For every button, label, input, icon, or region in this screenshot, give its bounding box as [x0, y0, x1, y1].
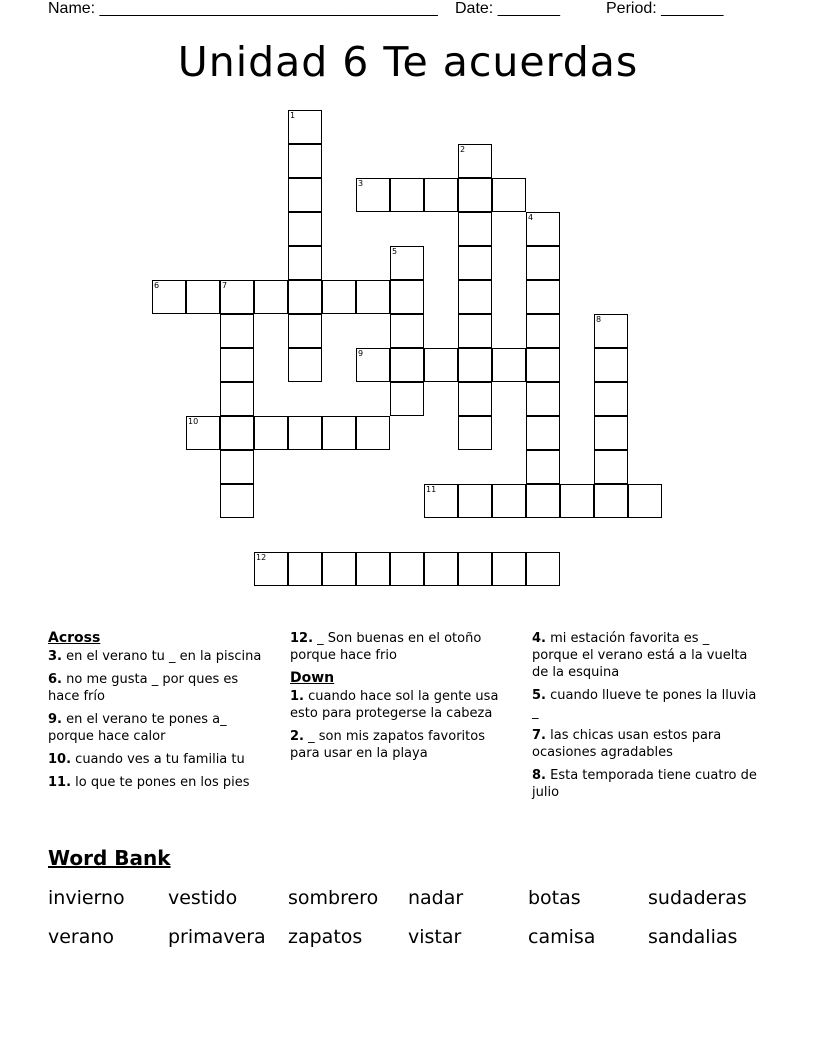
period-field-label: Period: _______ — [606, 0, 724, 17]
crossword-cell[interactable] — [288, 314, 322, 348]
word-bank-item: sandalias — [648, 926, 738, 948]
clue-number-label: 2 — [460, 145, 466, 154]
word-bank-item: camisa — [528, 926, 596, 948]
crossword-cell[interactable] — [424, 178, 458, 212]
clue-across-9: 9. en el verano te pones a_ porque hace calor — [48, 712, 227, 744]
crossword-cell[interactable] — [526, 280, 560, 314]
crossword-cell[interactable] — [458, 280, 492, 314]
crossword-cell[interactable] — [424, 348, 458, 382]
crossword-cell[interactable] — [424, 484, 458, 518]
word-bank-item: vestido — [168, 887, 238, 909]
clue-down-1: 1. cuando hace sol la gente usa esto para protegerse la cabeza — [290, 689, 499, 721]
crossword-cell[interactable] — [458, 212, 492, 246]
page-title: Unidad 6 Te acuerdas — [177, 38, 639, 86]
crossword-cell[interactable] — [390, 552, 424, 586]
crossword-cell[interactable] — [288, 246, 322, 280]
crossword-cell[interactable] — [560, 484, 594, 518]
crossword-cell[interactable] — [186, 416, 220, 450]
crossword-cell[interactable] — [288, 348, 322, 382]
word-bank-item: zapatos — [288, 926, 363, 948]
crossword-cell[interactable] — [288, 178, 322, 212]
clue-number-label: 3 — [358, 179, 364, 188]
clue-across-3: 3. en el verano tu _ en la piscina — [48, 649, 262, 664]
crossword-cell[interactable] — [458, 552, 492, 586]
crossword-cell[interactable] — [220, 382, 254, 416]
clues-column-1 — [48, 630, 273, 797]
crossword-cell[interactable] — [458, 348, 492, 382]
crossword-cell[interactable] — [390, 314, 424, 348]
crossword-cell[interactable] — [288, 280, 322, 314]
crossword-cell[interactable] — [628, 484, 662, 518]
crossword-cell[interactable] — [390, 178, 424, 212]
crossword-cell[interactable] — [390, 246, 424, 280]
crossword-cell[interactable] — [322, 552, 356, 586]
crossword-cell[interactable] — [526, 382, 560, 416]
clue-down-5: 5. cuando llueve te pones la lluvia _ — [532, 688, 757, 720]
crossword-cell[interactable] — [458, 246, 492, 280]
word-bank-item: vistar — [408, 926, 462, 948]
crossword-cell[interactable] — [356, 178, 390, 212]
down-heading: Down — [290, 670, 335, 686]
crossword-cell[interactable] — [526, 450, 560, 484]
clue-number-label: 5 — [392, 247, 398, 256]
clue-number-label: 1 — [290, 111, 296, 120]
crossword-cell[interactable] — [356, 416, 390, 450]
clue-across-6: 6. no me gusta _ por ques es hace frío — [48, 672, 239, 704]
crossword-cell[interactable] — [492, 484, 526, 518]
word-bank-item: primavera — [168, 926, 266, 948]
crossword-cell[interactable] — [254, 552, 288, 586]
word-bank-heading: Word Bank — [48, 846, 171, 870]
clues-column-3 — [532, 630, 757, 807]
crossword-cell[interactable] — [594, 416, 628, 450]
crossword-cell[interactable] — [288, 552, 322, 586]
crossword-cell[interactable] — [356, 552, 390, 586]
crossword-cell[interactable] — [152, 280, 186, 314]
crossword-cell[interactable] — [390, 280, 424, 314]
crossword-cell[interactable] — [594, 348, 628, 382]
clue-across-11: 11. lo que te pones en los pies — [48, 775, 250, 790]
word-bank-item: nadar — [408, 887, 464, 909]
crossword-cell[interactable] — [458, 416, 492, 450]
crossword-cell[interactable] — [594, 450, 628, 484]
crossword-cell[interactable] — [254, 280, 288, 314]
clue-down-7: 7. las chicas usan estos para ocasiones agradables — [532, 728, 722, 760]
word-bank-item: sudaderas — [648, 887, 747, 909]
word-bank-item: botas — [528, 887, 581, 909]
crossword-cell[interactable] — [322, 280, 356, 314]
crossword-cell[interactable] — [220, 280, 254, 314]
word-bank-item: sombrero — [288, 887, 379, 909]
crossword-cell[interactable] — [458, 382, 492, 416]
crossword-cell[interactable] — [458, 144, 492, 178]
crossword-cell[interactable] — [526, 314, 560, 348]
clue-number-label: 6 — [154, 281, 160, 290]
crossword-cell[interactable] — [356, 280, 390, 314]
crossword-cell[interactable] — [526, 246, 560, 280]
crossword-cell[interactable] — [356, 348, 390, 382]
crossword-cell[interactable] — [288, 212, 322, 246]
crossword-cell[interactable] — [390, 382, 424, 416]
clue-number-label: 10 — [188, 417, 199, 426]
crossword-cell[interactable] — [526, 552, 560, 586]
crossword-cell[interactable] — [322, 416, 356, 450]
crossword-cell[interactable] — [526, 212, 560, 246]
crossword-cell[interactable] — [492, 178, 526, 212]
crossword-cell[interactable] — [492, 348, 526, 382]
crossword-cell[interactable] — [254, 416, 288, 450]
clue-number-label: 7 — [222, 281, 228, 290]
crossword-cell[interactable] — [220, 484, 254, 518]
crossword-cell[interactable] — [288, 416, 322, 450]
word-bank-item: invierno — [48, 887, 125, 909]
crossword-cell[interactable] — [390, 348, 424, 382]
crossword-cell[interactable] — [526, 484, 560, 518]
crossword-cell[interactable] — [220, 416, 254, 450]
date-field-label: Date: _______ — [455, 0, 560, 17]
crossword-cell[interactable] — [526, 416, 560, 450]
clue-number-label: 4 — [528, 213, 534, 222]
word-bank-item: verano — [48, 926, 115, 948]
crossword-cell[interactable] — [594, 382, 628, 416]
crossword-cell[interactable] — [288, 144, 322, 178]
clue-across-12: 12. _ Son buenas en el otoño porque hace frio — [290, 631, 482, 663]
crossword-cell[interactable] — [186, 280, 220, 314]
clue-across-10: 10. cuando ves a tu familia tu — [48, 752, 245, 767]
clue-down-8: 8. Esta temporada tiene cuatro de julio — [532, 768, 757, 800]
clue-number-label: 12 — [256, 553, 267, 562]
clue-number-label: 9 — [358, 349, 364, 358]
clue-down-4: 4. mi estación favorita es _ porque el verano está a la vuelta de la esquina — [532, 631, 748, 680]
crossword-cell[interactable] — [288, 110, 322, 144]
crossword-cell[interactable] — [424, 552, 458, 586]
crossword-cell[interactable] — [594, 484, 628, 518]
clues-column-2 — [290, 630, 515, 768]
crossword-cell[interactable] — [220, 450, 254, 484]
clue-down-2: 2. _ son mis zapatos favoritos para usar en la playa — [290, 729, 485, 761]
clue-number-label: 8 — [596, 315, 602, 324]
name-field-label: Name: ______________________________________ — [48, 0, 438, 17]
crossword-cell[interactable] — [594, 314, 628, 348]
crossword-cell[interactable] — [220, 348, 254, 382]
crossword-cell[interactable] — [458, 484, 492, 518]
crossword-cell[interactable] — [492, 552, 526, 586]
clue-number-label: 11 — [426, 485, 437, 494]
crossword-cell[interactable] — [458, 314, 492, 348]
crossword-cell[interactable] — [526, 348, 560, 382]
crossword-cell[interactable] — [220, 314, 254, 348]
crossword-cell[interactable] — [458, 178, 492, 212]
across-heading: Across — [48, 630, 101, 646]
